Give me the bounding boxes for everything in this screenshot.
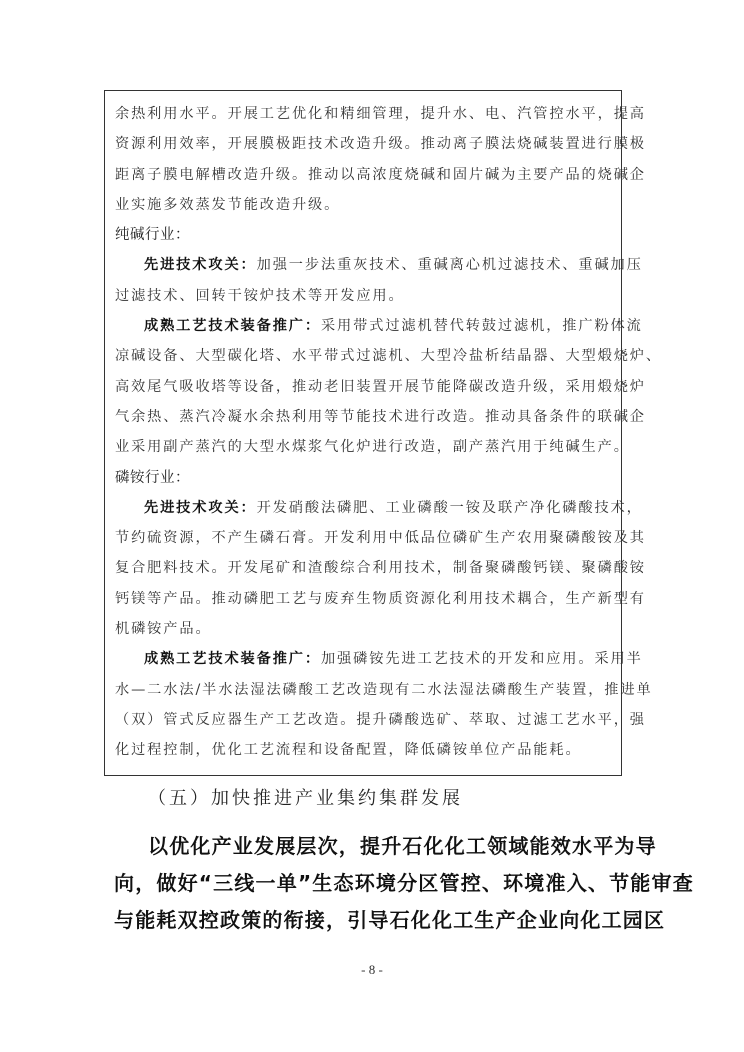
industry-heading-soda-ash: 纯碱行业： [115,227,190,244]
text-line: 资源利用效率，开展膜极距技术改造升级。推动离子膜法烧碱装置进行膜极 [115,136,646,153]
text-line: 节约硫资源，不产生磷石膏。开发利用中低品位磷矿生产农用聚磷酸铵及其 [115,530,646,547]
body-line: 以优化产业发展层次，提升石化化工领域能效水平为导 [148,834,657,858]
mature-tech-label: 成熟工艺技术装备推广： [144,318,321,335]
text-line: 业实施多效蒸发节能改造升级。 [115,196,341,213]
section-title: （五）加快推进产业集约集群发展 [148,788,463,809]
text-line: 复合肥料技术。开发尾矿和渣酸综合利用技术，制备聚磷酸钙镁、聚磷酸铵 [115,560,646,577]
text-line [115,311,643,341]
mature-tech-label: 成熟工艺技术装备推广： [144,651,321,668]
text-line: 钙镁等产品。推动磷肥工艺与废弃生物质资源化利用技术耦合，生产新型有 [115,590,646,607]
text-span: 采用带式过滤机替代转鼓过滤机，推广粉体流 [320,318,643,335]
page-number: - 8 - [361,962,383,977]
body-line: 与能耗双控政策的衔接，引导石化化工生产企业向化工园区 [114,908,666,932]
text-line [115,644,643,674]
text-span: 加强一步法重灰技术、重碱离心机过滤技术、重碱加压 [256,257,643,274]
text-line [115,250,643,280]
body-paragraph [114,828,694,939]
advanced-tech-label: 先进技术攻关： [144,499,257,516]
policy-text-box [104,90,662,776]
text-line: 水—二水法/半水法湿法磷酸工艺改造现有二水法湿法磷酸生产装置，推进单 [115,681,653,698]
text-line [115,493,643,523]
text-line: 业采用副产蒸汽的大型水煤浆气化炉进行改造，副产蒸汽用于纯碱生产。 [115,439,630,456]
text-span: 开发硝酸法磷肥、工业磷酸一铵及联产净化磷酸技术， [256,499,643,516]
text-line: 余热利用水平。开展工艺优化和精细管理，提升水、电、汽管控水平，提高 [115,106,646,122]
text-line: 机磷铵产品。 [115,621,212,638]
text-line: 化过程控制，优化工艺流程和设备配置，降低磷铵单位产品能耗。 [115,742,582,759]
text-line: 距离子膜电解槽改造升级。推动以高浓度烧碱和固片碱为主要产品的烧碱企 [115,166,646,183]
text-line: 凉碱设备、大型碳化塔、水平带式过滤机、大型冷盐析结晶器、大型煅烧炉、 [115,348,662,365]
text-line: 气余热、蒸汽冷凝水余热利用等节能技术进行改造。推动具备条件的联碱企 [115,408,646,425]
text-line: （双）管式反应器生产工艺改造。提升磷酸选矿、萃取、过滤工艺水平，强 [115,711,646,728]
text-line: 高效尾气吸收塔等设备，推动老旧装置开展节能降碳改造升级，采用煅烧炉 [115,378,646,395]
text-span: 加强磷铵先进工艺技术的开发和应用。采用半 [320,651,643,668]
body-line: 向，做好“三线一单”生态环境分区管控、环境准入、节能审查 [114,871,694,895]
advanced-tech-label: 先进技术攻关： [144,257,257,274]
text-line: 过滤技术、回转干铵炉技术等开发应用。 [115,287,405,304]
industry-heading-ammonium-phosphate: 磷铵行业： [115,469,190,486]
